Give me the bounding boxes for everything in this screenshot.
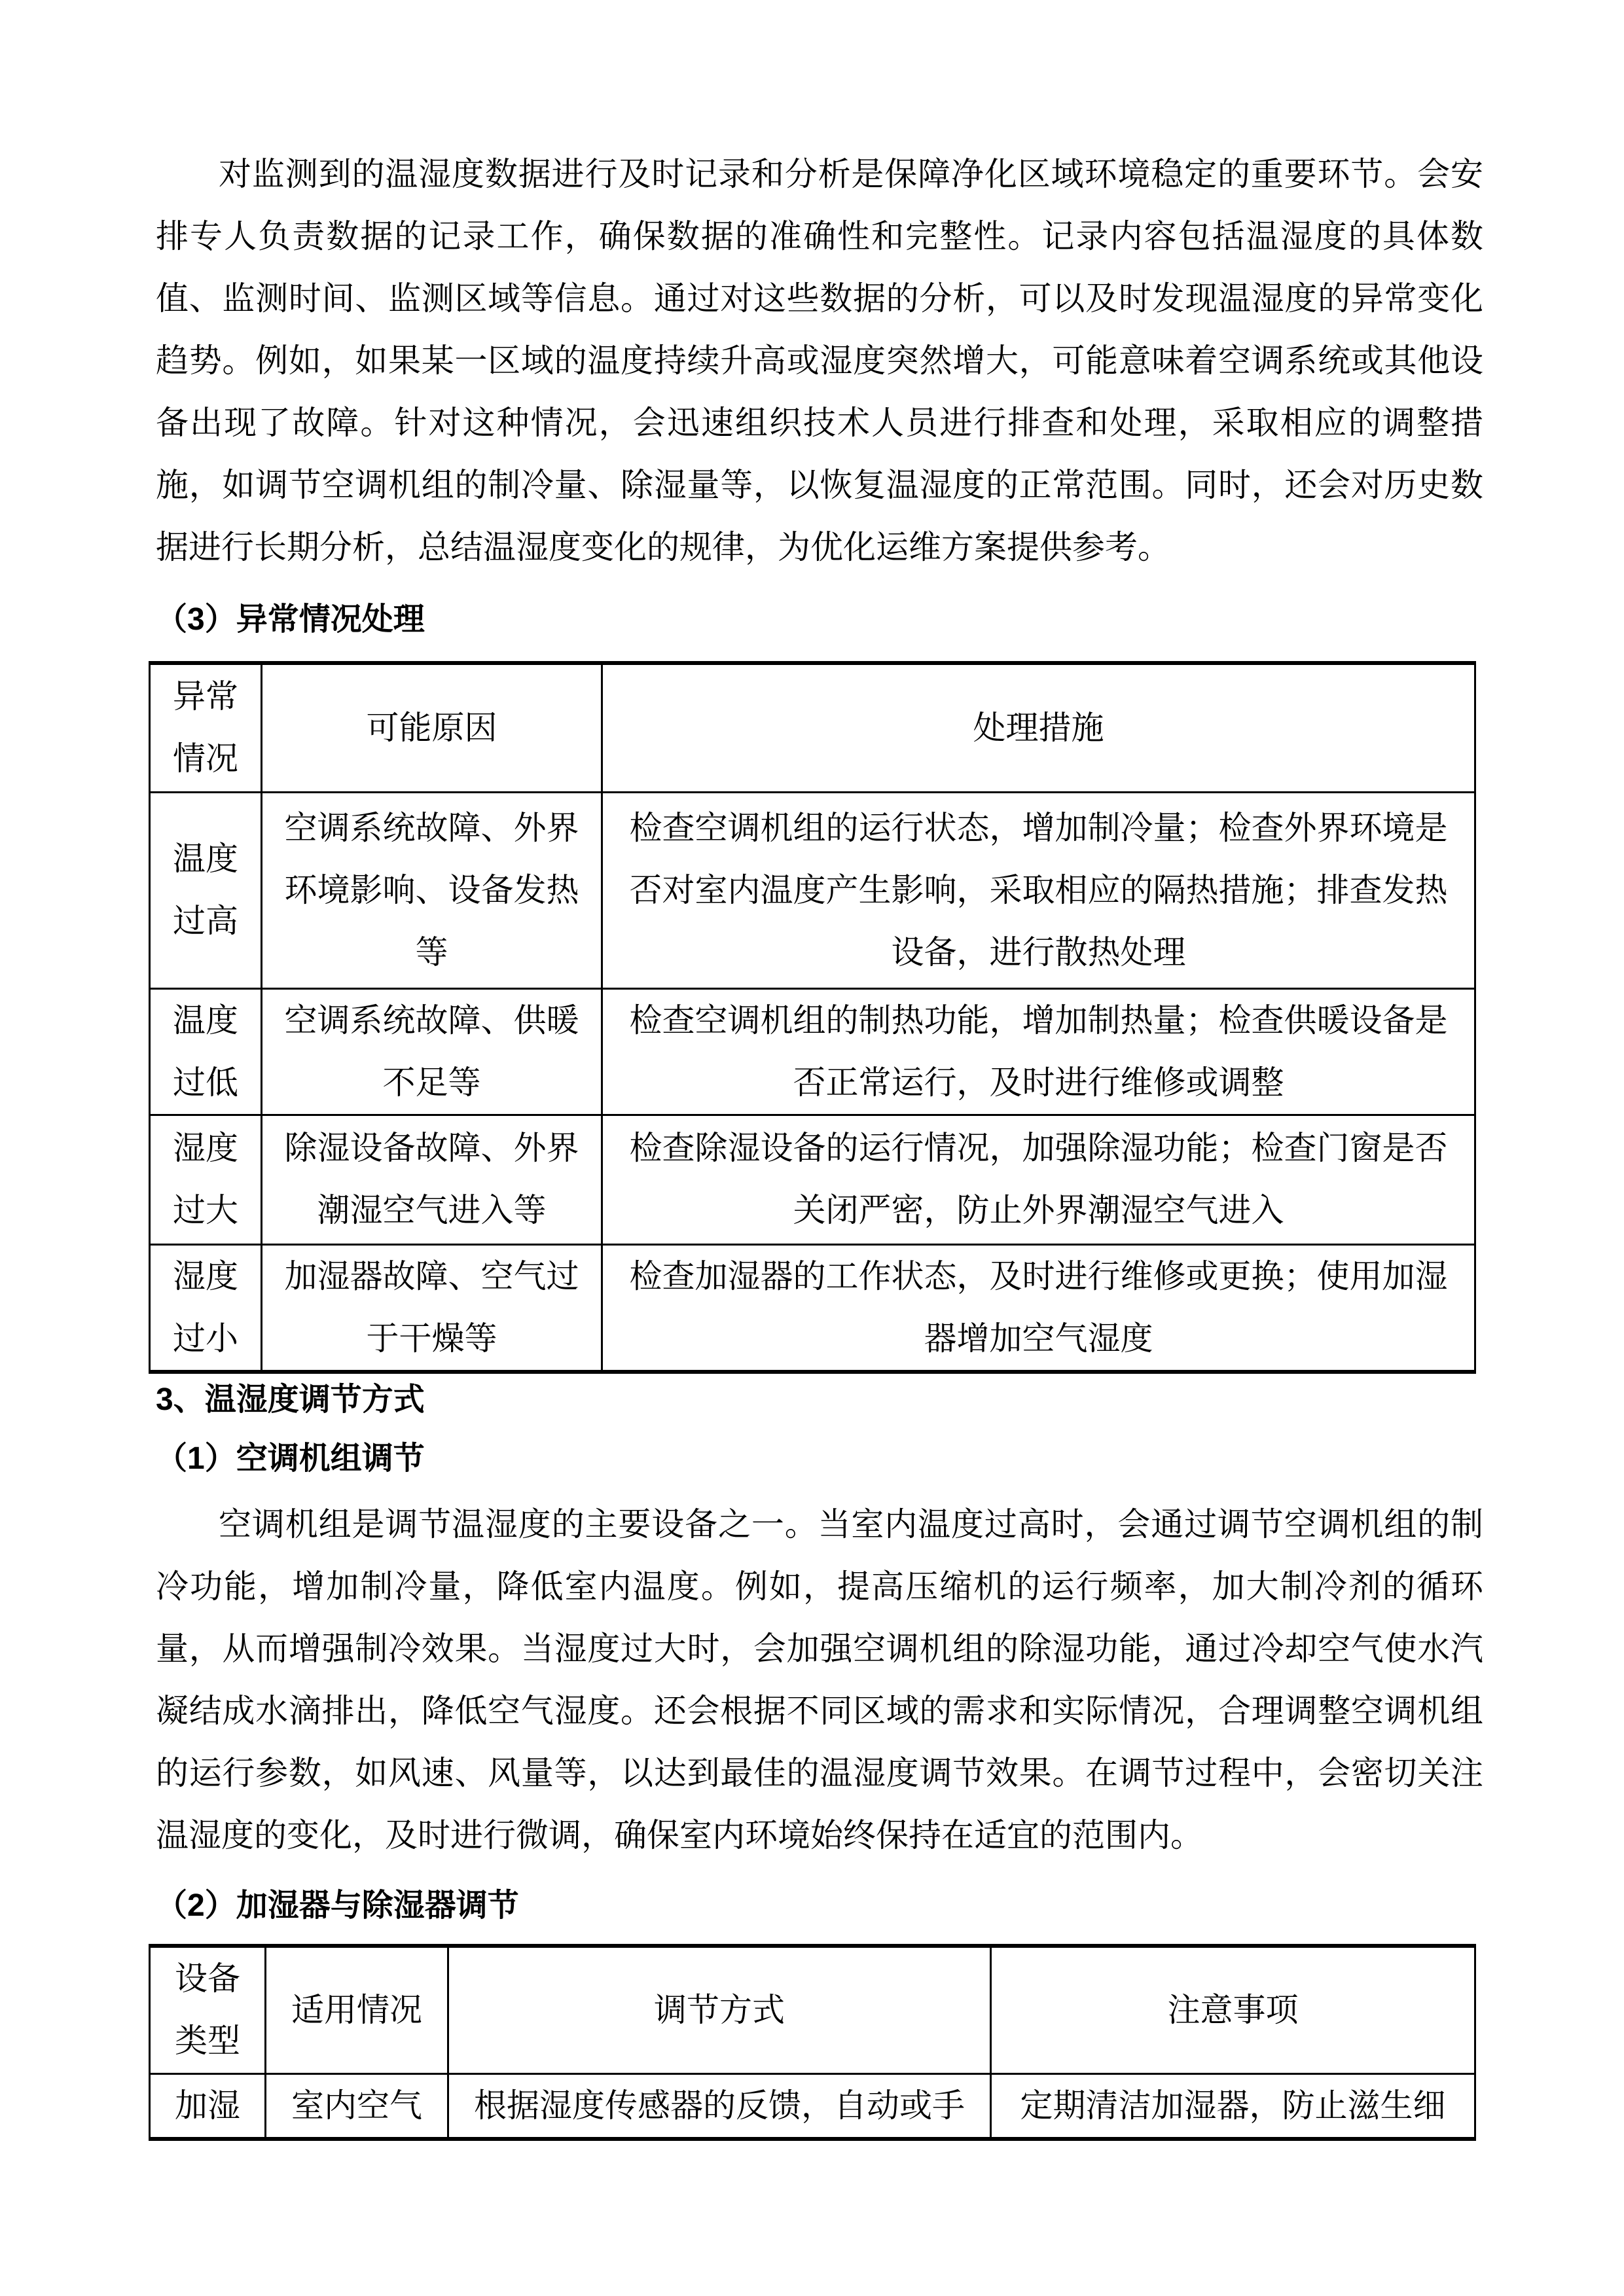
table-row-humidity-high [150, 1115, 1475, 1244]
heading-abnormal-handling: （3）异常情况处理 [156, 602, 425, 637]
paragraph-line: 据进行长期分析，总结温湿度变化的规律，为优化运维方案提供参考。 [156, 529, 1170, 565]
paragraph-line: 温湿度的变化，及时进行微调，确保室内环境始终保持在适宜的范围内。 [156, 1817, 1203, 1854]
heading-adjustment-methods: 3、温湿度调节方式 [156, 1382, 425, 1417]
table-row-temp-high [150, 792, 1475, 988]
paragraph-line: 排专人负责数据的记录工作，确保数据的准确性和完整性。记录内容包括温湿度的具体数 [156, 218, 1483, 255]
cell-measure: 检查空调机组的制热功能，增加制热量；检查供暖设备是否正常运行，及时进行维修或调整 [602, 988, 1475, 1115]
cell-device-type: 加湿 [150, 2073, 266, 2139]
paragraph-ac-adjustment [156, 1494, 1483, 1867]
heading-humidifier-dehumidifier-adjustment: （2）加湿器与除湿器调节 [156, 1888, 519, 1923]
table-row-temp-low [150, 988, 1475, 1115]
paragraph-line: 凝结成水滴排出，降低空气湿度。还会根据不同区域的需求和实际情况，合理调整空调机组 [156, 1693, 1483, 1729]
cell-situation: 湿度过小 [150, 1244, 262, 1372]
table-row-humidity-low [150, 1244, 1475, 1372]
cell-cause: 空调系统故障、供暖不足等 [262, 988, 602, 1115]
table-header-row [150, 1946, 1475, 2073]
cell-cause: 除湿设备故障、外界潮湿空气进入等 [262, 1115, 602, 1244]
paragraph-line: 备出现了故障。针对这种情况，会迅速组织技术人员进行排查和处理，采取相应的调整措 [156, 404, 1483, 441]
cell-cause: 加湿器故障、空气过于干燥等 [262, 1244, 602, 1372]
cell-note: 定期清洁加湿器，防止滋生细 [991, 2073, 1475, 2139]
paragraph-line: 量，从而增强制冷效果。当湿度过大时，会加强空调机组的除湿功能，通过冷却空气使水汽 [156, 1630, 1483, 1667]
cell-measure: 检查加湿器的工作状态，及时进行维修或更换；使用加湿器增加空气湿度 [602, 1244, 1475, 1372]
heading-ac-unit-adjustment: （1）空调机组调节 [156, 1441, 425, 1476]
paragraph-line: 值、监测时间、监测区域等信息。通过对这些数据的分析，可以及时发现温湿度的异常变化 [156, 280, 1483, 317]
table-header-row [150, 663, 1475, 792]
cell-situation: 湿度过大 [150, 1115, 262, 1244]
paragraph-line: 冷功能，增加制冷量，降低室内温度。例如，提高压缩机的运行频率，加大制冷剂的循环 [156, 1568, 1483, 1605]
paragraph-line: 施，如调节空调机组的制冷量、除湿量等，以恢复温湿度的正常范围。同时，还会对历史数 [156, 467, 1483, 503]
col-header-abnormal-situation: 异常情况 [150, 663, 262, 792]
col-header-device-type: 设备类型 [150, 1946, 266, 2073]
cell-situation: 温度过低 [150, 988, 262, 1115]
cell-method: 根据湿度传感器的反馈，自动或手 [448, 2073, 991, 2139]
cell-applicable: 室内空气 [266, 2073, 448, 2139]
col-header-possible-cause: 可能原因 [262, 663, 602, 792]
paragraph-monitoring-records [156, 143, 1483, 579]
col-header-handling-measure: 处理措施 [602, 663, 1475, 792]
humidifier-dehumidifier-table [149, 1944, 1476, 2141]
paragraph-line: 对监测到的温湿度数据进行及时记录和分析是保障净化区域环境稳定的重要环节。会安 [219, 156, 1483, 192]
table-row-humidify [150, 2073, 1475, 2139]
cell-situation: 温度过高 [150, 792, 262, 988]
paragraph-line: 的运行参数，如风速、风量等，以达到最佳的温湿度调节效果。在调节过程中，会密切关注 [156, 1755, 1483, 1791]
col-header-precautions: 注意事项 [991, 1946, 1475, 2073]
abnormal-handling-table [149, 661, 1476, 1374]
cell-measure: 检查空调机组的运行状态，增加制冷量；检查外界环境是否对室内温度产生影响，采取相应的隔热措施；排查发热设备，进行散热处理 [602, 792, 1475, 988]
col-header-applicable-situation: 适用情况 [266, 1946, 448, 2073]
cell-cause: 空调系统故障、外界环境影响、设备发热等 [262, 792, 602, 988]
paragraph-line: 趋势。例如，如果某一区域的温度持续升高或湿度突然增大，可能意味着空调系统或其他设 [156, 342, 1483, 379]
paragraph-line: 空调机组是调节温湿度的主要设备之一。当室内温度过高时，会通过调节空调机组的制 [219, 1506, 1483, 1543]
cell-measure: 检查除湿设备的运行情况，加强除湿功能；检查门窗是否关闭严密，防止外界潮湿空气进入 [602, 1115, 1475, 1244]
col-header-adjustment-method: 调节方式 [448, 1946, 991, 2073]
